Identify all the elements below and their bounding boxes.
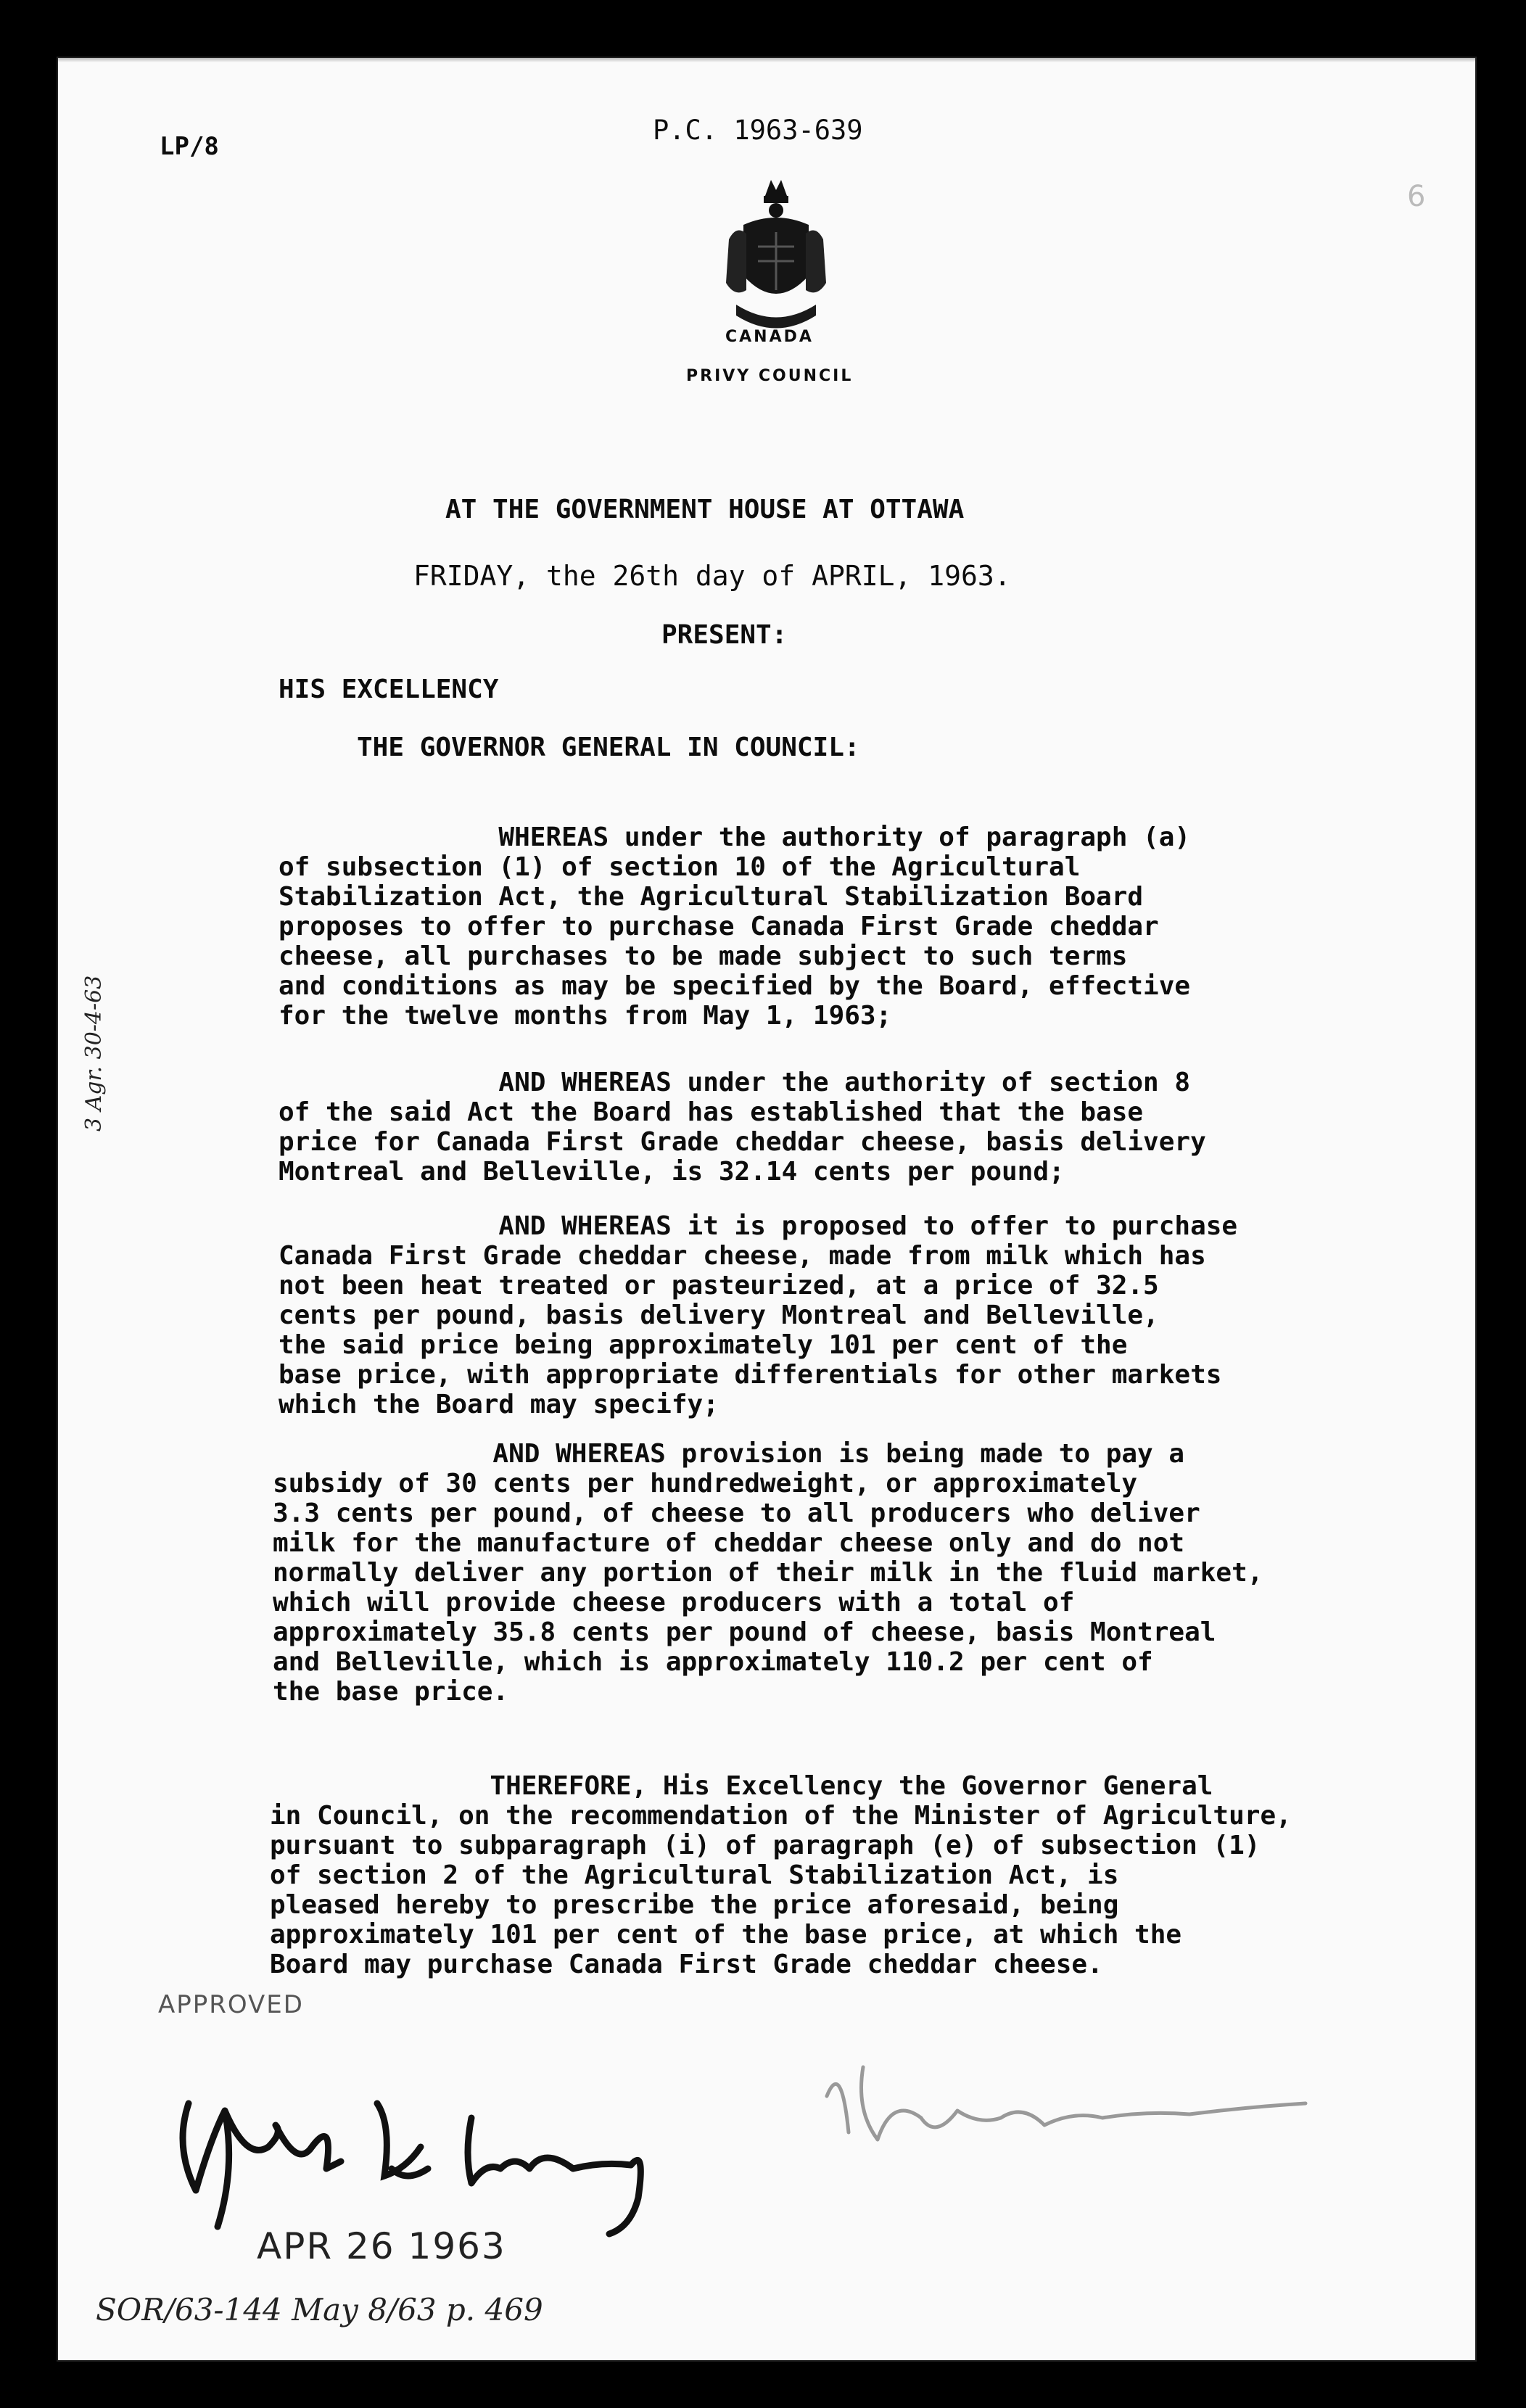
order-in-council-number: P.C. 1963-639 — [653, 115, 863, 146]
country-label: CANADA — [725, 328, 814, 346]
privy-council-label: PRIVY COUNCIL — [686, 367, 854, 385]
whereas-paragraph-4: AND WHEREAS provision is being made to pay a subsidy of 30 cents per hundredweight, or approximately 3.3 cents per pound, of cheese to all producers who deliver milk for the manufacture of cheddar cheese only and do not normally deliver any portion of their milk in the fluid market, which will provide cheese producers with a total of approximately 35.8 cents per pound of cheese, basis Montreal and Belleville, which is approximately 110.2 per cent of the base price. — [273, 1439, 1263, 1707]
approval-date-stamp: APR 26 1963 — [257, 2225, 506, 2267]
present-heading: PRESENT: — [661, 620, 788, 650]
governor-general-heading: THE GOVERNOR GENERAL IN COUNCIL: — [357, 733, 860, 762]
margin-handwritten-note: 3 Agr. 30-4-63 — [81, 975, 107, 1131]
approved-stamp: APPROVED — [158, 1990, 304, 2019]
minister-signature-icon — [812, 2038, 1320, 2169]
governor-general-signature-icon — [167, 2060, 704, 2241]
whereas-paragraph-2: AND WHEREAS under the authority of section 8 of the said Act the Board has established that the base price for Canada First Grade cheddar cheese, basis delivery Montreal and Belleville, is 32.14 cents per pound; — [279, 1068, 1206, 1187]
page-edge-shadow — [58, 58, 1475, 62]
document-id: LP/8 — [160, 132, 219, 161]
place-heading: AT THE GOVERNMENT HOUSE AT OTTAWA — [445, 495, 965, 524]
document-page — [57, 57, 1477, 2362]
whereas-paragraph-3: AND WHEREAS it is proposed to offer to purchase Canada First Grade cheddar cheese, made from milk which has not been heat treated or pasteurized, at a price of 32.5 cents per pound, basis delivery Montreal and Belleville, the said price being approximately 101 per cent of the base price, with appropriate differentials for other markets which the Board may specify; — [279, 1211, 1238, 1419]
whereas-paragraph-1: WHEREAS under the authority of paragraph (a) of subsection (1) of section 10 of the Agricultural Stabilization Act, the Agricultural Stabilization Board proposes to offer to purchase Canada First Grade cheddar cheese, all purchases to be made subject to such terms and conditions as may be specified by the Board, effective for the twelve months from May 1, 1963; — [279, 822, 1191, 1031]
therefore-paragraph: THEREFORE, His Excellency the Governor General in Council, on the recommendation of the Minister of Agriculture, pursuant to subparagraph (i) of paragraph (e) of subsection (1) of section 2 of the Agricultural Stabilization Act, is pleased hereby to prescribe the price aforesaid, being approximately 101 per cent of the base price, at which the Board may purchase Canada First Grade cheddar cheese. — [270, 1771, 1292, 1979]
meeting-date: FRIDAY, the 26th day of APRIL, 1963. — [413, 560, 1011, 592]
his-excellency-heading: HIS EXCELLENCY — [279, 675, 499, 704]
registration-note: SOR/63-144 May 8/63 p. 469 — [96, 2292, 543, 2327]
page-corner-mark: 6 — [1407, 180, 1426, 213]
